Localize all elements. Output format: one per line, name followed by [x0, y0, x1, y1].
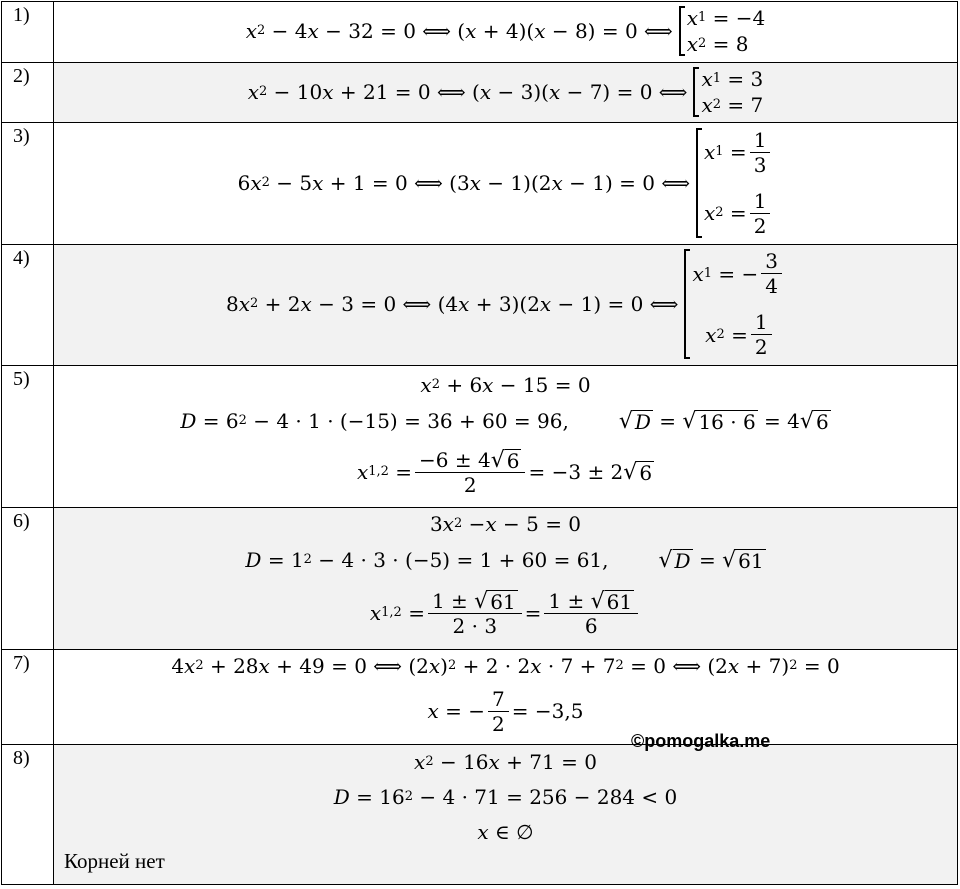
row-number: 5) [2, 366, 54, 508]
solution-cell: 8 x 2 + 2 x − 3 = 0 ⟺ (4 x + 3)(2 x − 1) = 0 ⟺ x 1 = − $\frac{3}{4}$ x 2 = $\frac{1}{2}$ [54, 245, 958, 366]
row-number: 2) [2, 63, 54, 123]
table-row [2, 745, 958, 885]
solution-cell: x 2 − 10 x + 21 = 0 ⟺ ( x − 3)( x − 7) = 0 ⟺ x 1 = 3 x 2 = 7 [54, 63, 958, 123]
solution-cell: 6 x 2 − 5 x + 1 = 0 ⟺ (3 x − 1)(2 x − 1) = 0 ⟺ x 1 = $\frac{1}{3}$ x 2 = $\frac{1}{2}$ [54, 123, 958, 245]
solutions-table [1, 1, 958, 885]
table-row [2, 63, 958, 123]
solution-cell: x 2 − 4 x − 32 = 0 ⟺ ( x + 4)( x − 8) = 0 ⟺ x 1 = −4 x 2 = 8 [54, 2, 958, 63]
row-number: 4) [2, 245, 54, 366]
table-row [2, 245, 958, 366]
table-row [2, 123, 958, 245]
table-row [2, 366, 958, 508]
table-row [2, 650, 958, 745]
solution-cell: x 2 − 16 x + 71 = 0 D = 16 2 − 4 · 71 = 256 − 284 < 0 x ∈ ∅ Корней нет [54, 745, 958, 885]
table-row [2, 2, 958, 63]
watermark: ©pomogalka.me [631, 731, 771, 751]
row-number: 6) [2, 508, 54, 650]
row-number: 7) [2, 650, 54, 745]
solution-cell: x 2 + 6 x − 15 = 0 D = 6 2 − 4 · 1 · (−15) = 36 + 60 = 96, √ D = √ 16 · 6 = 4 √ 6 x 1,2 = −6 ± 4 √ 6 2 = −3 ± 2 √ 6 [54, 366, 958, 508]
table-row [2, 508, 958, 650]
row-number: 8) [2, 745, 54, 885]
solution-cell: 4 x 2 + 28 x + 49 = 0 ⟺ (2 x ) 2 + 2 · 2 x · 7 + 7 2 = 0 ⟺ (2 x + 7) 2 = 0 x = − $\frac{7}{2}$ = −3,5 [54, 650, 958, 745]
no-roots-note: Корней нет [64, 849, 165, 873]
solution-cell: 3 x 2 − x − 5 = 0 D = 1 2 − 4 · 3 · (−5) = 1 + 60 = 61, √ D = √ 61 x 1,2 = 1 ± √ 61 2 · 3 = 1 ± √ 61 6 [54, 508, 958, 650]
row-number: 3) [2, 123, 54, 245]
row-number: 1) [2, 2, 54, 63]
